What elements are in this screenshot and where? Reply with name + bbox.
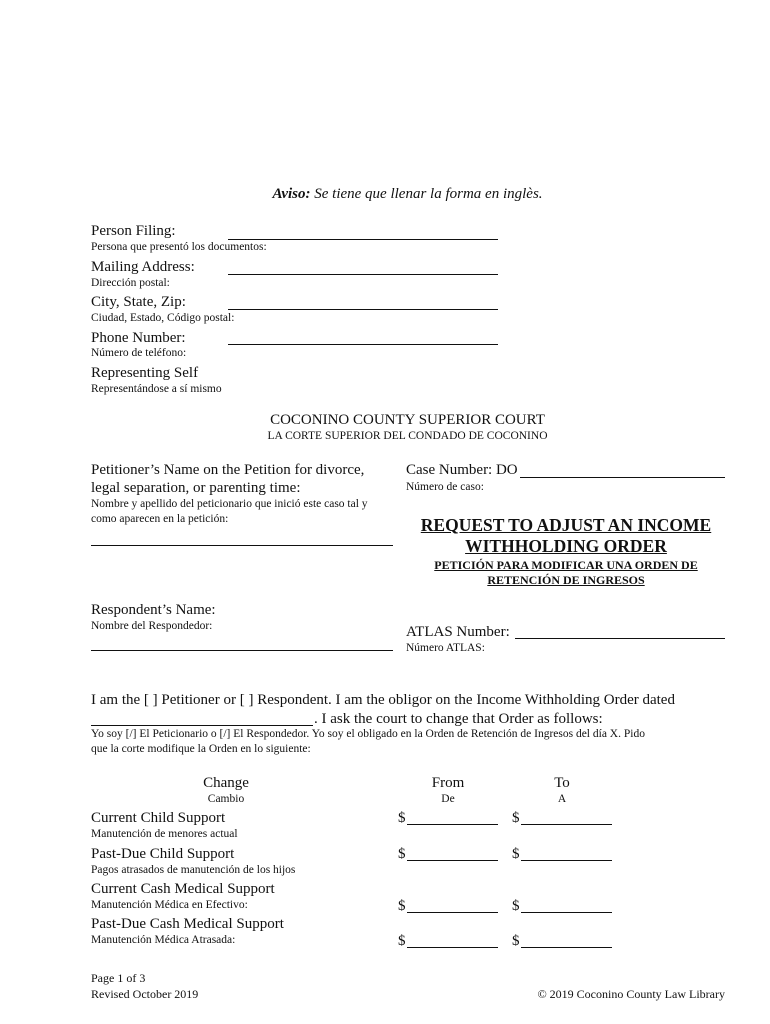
from-column-subheader: De xyxy=(441,793,455,805)
current-child-support-sublabel: Manutención de menores actual xyxy=(91,828,238,840)
copyright: © 2019 Coconino County Law Library xyxy=(537,987,725,1001)
order-date-field[interactable] xyxy=(91,725,313,726)
person-filing-field[interactable] xyxy=(228,239,498,240)
atlas-number-field[interactable] xyxy=(515,638,725,639)
current-cash-medical-support-from-field[interactable] xyxy=(407,912,498,913)
notice xyxy=(0,186,770,203)
document-title-es-line1: PETICIÓN PARA MODIFICAR UNA ORDEN DE xyxy=(434,558,698,572)
past-due-child-support-label: Past-Due Child Support xyxy=(91,846,235,862)
person-filing-sublabel: Persona que presentó los documentos: xyxy=(91,241,267,253)
past-due-child-support-sublabel: Pagos atrasados de manutención de los hijos xyxy=(91,864,296,876)
currency-symbol: $ xyxy=(398,846,406,862)
atlas-number-label: ATLAS Number: xyxy=(406,624,510,640)
statement-es-line2: que la corte modifique la Orden en lo siguiente: xyxy=(91,743,311,755)
currency-symbol: $ xyxy=(512,810,520,826)
current-cash-medical-support-to-field[interactable] xyxy=(521,912,612,913)
petitioner-label-line2: legal separation, or parenting time: xyxy=(91,480,301,496)
case-number-sublabel: Número de caso: xyxy=(406,481,484,493)
statement-line2: . I ask the court to change that Order as follows: xyxy=(314,711,603,727)
to-column-header: To xyxy=(554,775,570,791)
change-column-subheader: Cambio xyxy=(207,793,245,805)
phone-number-sublabel: Número de teléfono: xyxy=(91,347,187,359)
currency-symbol: $ xyxy=(398,810,406,826)
currency-symbol: $ xyxy=(398,898,406,914)
past-due-cash-medical-support-to-field[interactable] xyxy=(521,947,612,948)
petitioner-name-field[interactable] xyxy=(91,545,393,546)
city-state-zip-sublabel: Ciudad, Estado, Código postal: xyxy=(91,312,235,324)
current-child-support-from-field[interactable] xyxy=(407,824,498,825)
mailing-address-label: Mailing Address: xyxy=(91,259,195,275)
petitioner-sublabel-line2: como aparecen en la petición: xyxy=(91,513,229,525)
change-column-header: Change xyxy=(203,775,249,791)
city-state-zip-label: City, State, Zip: xyxy=(91,294,186,310)
representing-self-label: Representing Self xyxy=(91,365,199,381)
past-due-child-support-from-field[interactable] xyxy=(407,860,498,861)
current-child-support-label: Current Child Support xyxy=(91,810,226,826)
current-child-support-to-field[interactable] xyxy=(521,824,612,825)
currency-symbol: $ xyxy=(398,933,406,949)
document-title-line2: WITHHOLDING ORDER xyxy=(465,536,667,556)
current-cash-medical-support-sublabel: Manutención Médica en Efectivo: xyxy=(91,899,248,911)
case-number-field[interactable] xyxy=(520,477,725,478)
past-due-cash-medical-support-label: Past-Due Cash Medical Support xyxy=(91,916,284,932)
atlas-number-sublabel: Número ATLAS: xyxy=(406,642,485,654)
court-name: COCONINO COUNTY SUPERIOR COURT xyxy=(270,412,545,428)
respondent-sublabel: Nombre del Respondedor: xyxy=(91,620,213,632)
respondent-label: Respondent’s Name: xyxy=(91,602,216,618)
petitioner-sublabel-line1: Nombre y apellido del peticionario que inició este caso tal y xyxy=(91,498,368,510)
petitioner-label-line1: Petitioner’s Name on the Petition for divorce, xyxy=(91,462,365,478)
current-cash-medical-support-label: Current Cash Medical Support xyxy=(91,881,275,897)
notice-label: Aviso: xyxy=(272,186,311,202)
to-column-subheader: A xyxy=(557,793,567,805)
past-due-cash-medical-support-from-field[interactable] xyxy=(407,947,498,948)
person-filing-label: Person Filing: xyxy=(91,223,176,239)
revised-date: Revised October 2019 xyxy=(91,987,199,1001)
document-title-es-line2: RETENCIÓN DE INGRESOS xyxy=(487,573,645,587)
respondent-name-field[interactable] xyxy=(91,650,393,651)
past-due-child-support-to-field[interactable] xyxy=(521,860,612,861)
phone-number-field[interactable] xyxy=(228,344,498,345)
city-state-zip-field[interactable] xyxy=(228,309,498,310)
statement-es-line1: Yo soy [/] El Peticionario o [/] El Respondedor. Yo soy el obligado en la Orden de Retención de Ingresos del día X. Pido xyxy=(91,728,645,740)
mailing-address-sublabel: Dirección postal: xyxy=(91,277,170,289)
notice-text: Se tiene que llenar la forma en inglès. xyxy=(314,186,543,202)
case-number-label: Case Number: DO xyxy=(406,462,518,478)
currency-symbol: $ xyxy=(512,898,520,914)
from-column-header: From xyxy=(431,775,465,791)
mailing-address-field[interactable] xyxy=(228,274,498,275)
currency-symbol: $ xyxy=(512,846,520,862)
currency-symbol: $ xyxy=(512,933,520,949)
past-due-cash-medical-support-sublabel: Manutención Médica Atrasada: xyxy=(91,934,236,946)
statement-line1: I am the [ ] Petitioner or [ ] Respondent. I am the obligor on the Income Withholding Order dated xyxy=(91,692,675,708)
court-name-es: LA CORTE SUPERIOR DEL CONDADO DE COCONINO xyxy=(267,430,548,442)
representing-self-sublabel: Representándose a sí mismo xyxy=(91,383,222,395)
document-title-line1: REQUEST TO ADJUST AN INCOME xyxy=(420,515,712,535)
phone-number-label: Phone Number: xyxy=(91,330,186,346)
page-number: Page 1 of 3 xyxy=(91,971,146,985)
